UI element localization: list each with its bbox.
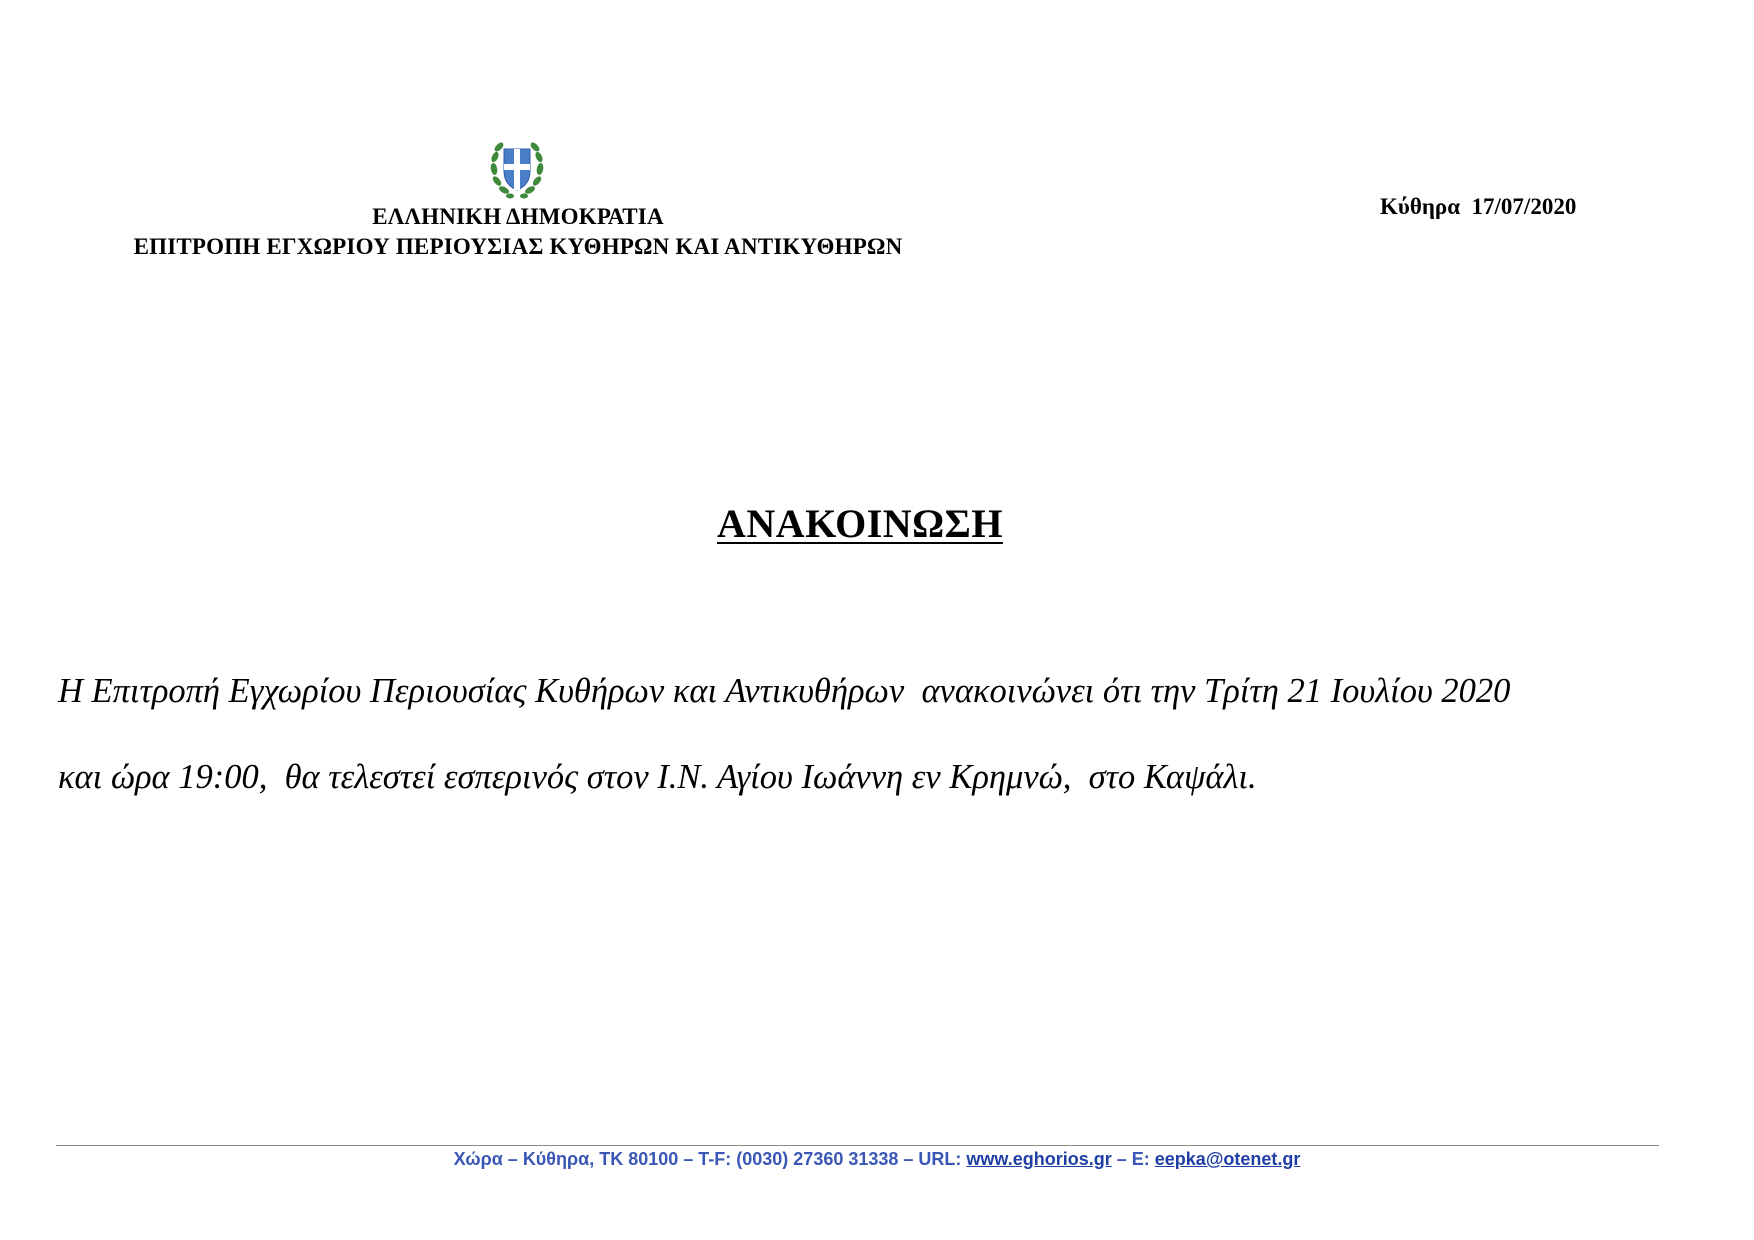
place-date: Κύθηρα 17/07/2020	[1380, 194, 1577, 219]
country-name: ΕΛΛΗΝΙΚΗ ΔΗΜΟΚΡΑΤΙΑ	[372, 204, 664, 229]
committee-name: ΕΠΙΤΡΟΠΗ ΕΓΧΩΡΙΟΥ ΠΕΡΙΟΥΣΙΑΣ ΚΥΘΗΡΩΝ ΚΑΙ ΑΝΤΙΚΥΘΗΡΩΝ	[133, 234, 903, 259]
footer-contact	[0, 1149, 1754, 1170]
footer-address: Χώρα – Κύθηρα, ΤΚ 80100 – Τ-F: (0030) 27360 31338 – URL:	[453, 1149, 967, 1169]
footer-url-link[interactable]: www.eghorios.gr	[966, 1149, 1112, 1169]
announcement-title: ΑΝΑΚΟΙΝΩΣΗ	[717, 501, 1003, 546]
footer-email-prefix: – E:	[1111, 1149, 1155, 1169]
greek-state-emblem-icon	[488, 135, 546, 203]
footer-email-link[interactable]: eepka@otenet.gr	[1154, 1149, 1301, 1169]
footer-divider	[56, 1145, 1659, 1146]
announcement-body-line-2: και ώρα 19:00, θα τελεστεί εσπερινός στον Ι.Ν. Αγίου Ιωάννη εν Κρημνώ, στο Καψάλι.	[58, 758, 1257, 796]
announcement-body-line-1: Η Επιτροπή Εγχωρίου Περιουσίας Κυθήρων και Αντικυθήρων ανακοινώνει ότι την Τρίτη 21 Ιουλίου 2020	[58, 672, 1511, 710]
